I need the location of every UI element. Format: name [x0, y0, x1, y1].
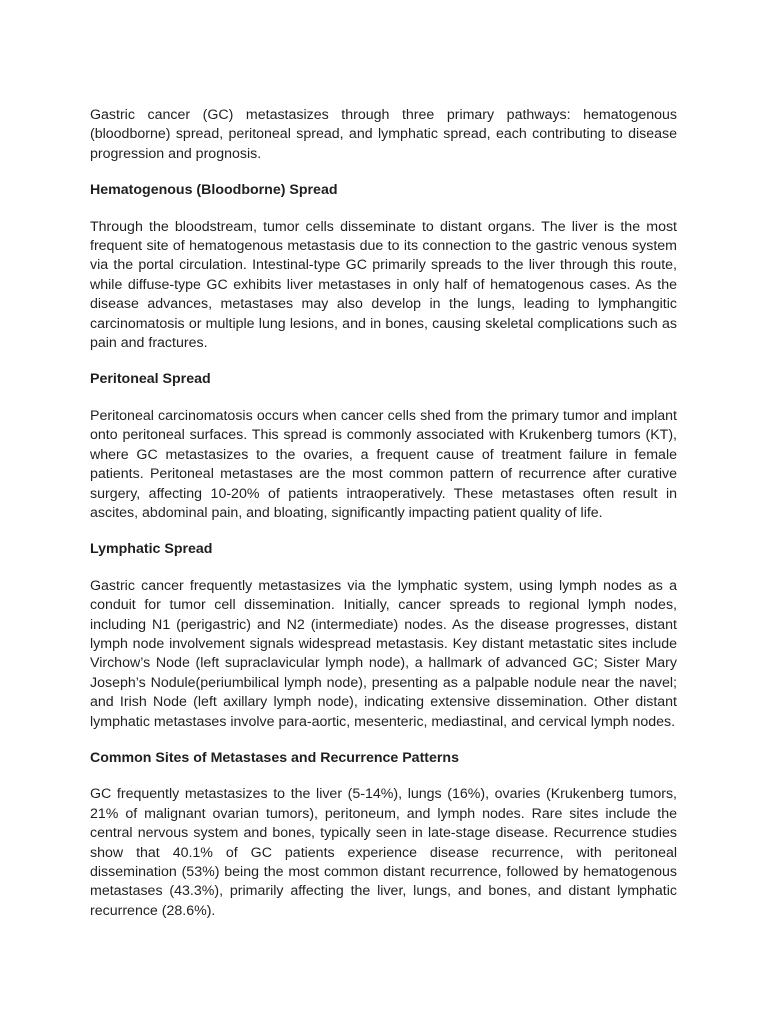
section-heading-peritoneal: Peritoneal Spread: [90, 371, 211, 388]
section-body-hematogenous: Through the bloodstream, tumor cells disseminate to distant organs. The liver is the most frequent site of hematogenous metastasis due to its connection to the gastric venous system via the portal circulation. Intestinal-type GC primarily spreads to the liver through this route, while diffuse-type GC exhibits liver metastases in only half of hematogenous cases. As the disease advances, metastases may also develop in the lungs, leading to lymphangitic carcinomatosis or multiple lung lesions, and in bones, causing skeletal complications such as pain and fractures.: [90, 218, 677, 352]
document-page: [90, 106, 677, 938]
section-heading-lymphatic: Lymphatic Spread: [90, 541, 213, 558]
section-heading-hematogenous: Hematogenous (Bloodborne) Spread: [90, 182, 338, 199]
section-body-common-sites: GC frequently metastasizes to the liver (5-14%), lungs (16%), ovaries (Krukenberg tumors, 21% of malignant ovarian tumors), peritoneum, and lymph nodes. Rare sites include the central nervous system and bones, typically seen in late-stage disease. Recurrence studies show that 40.1% of GC patients experience disease recurrence, with peritoneal dissemination (53%) being the most common distant recurrence, followed by hematogenous metastases (43.3%), primarily affecting the liver, lungs, and bones, and distant lymphatic recurrence (28.6%).: [90, 786, 677, 919]
section-heading-common-sites: Common Sites of Metastases and Recurrence Patterns: [90, 749, 459, 766]
section-body-peritoneal: Peritoneal carcinomatosis occurs when cancer cells shed from the primary tumor and implant onto peritoneal surfaces. This spread is commonly associated with Krukenberg tumors (KT), where GC metastasizes to the ovaries, a frequent cause of treatment failure in female patients. Peritoneal metastases are the most common pattern of recurrence after curative surgery, affecting 10-20% of patients intraoperatively. These metastases often result in ascites, abdominal pain, and bloating, significantly impacting patient quality of life.: [90, 407, 677, 521]
section-body-lymphatic: Gastric cancer frequently metastasizes via the lymphatic system, using lymph nodes as a conduit for tumor cell dissemination. Initially, cancer spreads to regional lymph nodes, including N1 (perigastric) and N2 (intermediate) nodes. As the disease progresses, distant lymph node involvement signals widespread metastasis. Key distant metastatic sites include Virchow’s Node (left supraclavicular lymph node), a hallmark of advanced GC; Sister Mary Joseph’s Nodule(periumbilical lymph node), presenting as a palpable nodule near the navel; and Irish Node (left axillary lymph node), indicating extensive dissemination. Other distant lymphatic metastases involve para-aortic, mesenteric, mediastinal, and cervical lymph nodes.: [90, 577, 677, 730]
intro-paragraph: Gastric cancer (GC) metastasizes through three primary pathways: hematogenous (bloodborne) spread, peritoneal spread, and lymphatic spread, each contributing to disease progression and prognosis.: [90, 107, 677, 162]
